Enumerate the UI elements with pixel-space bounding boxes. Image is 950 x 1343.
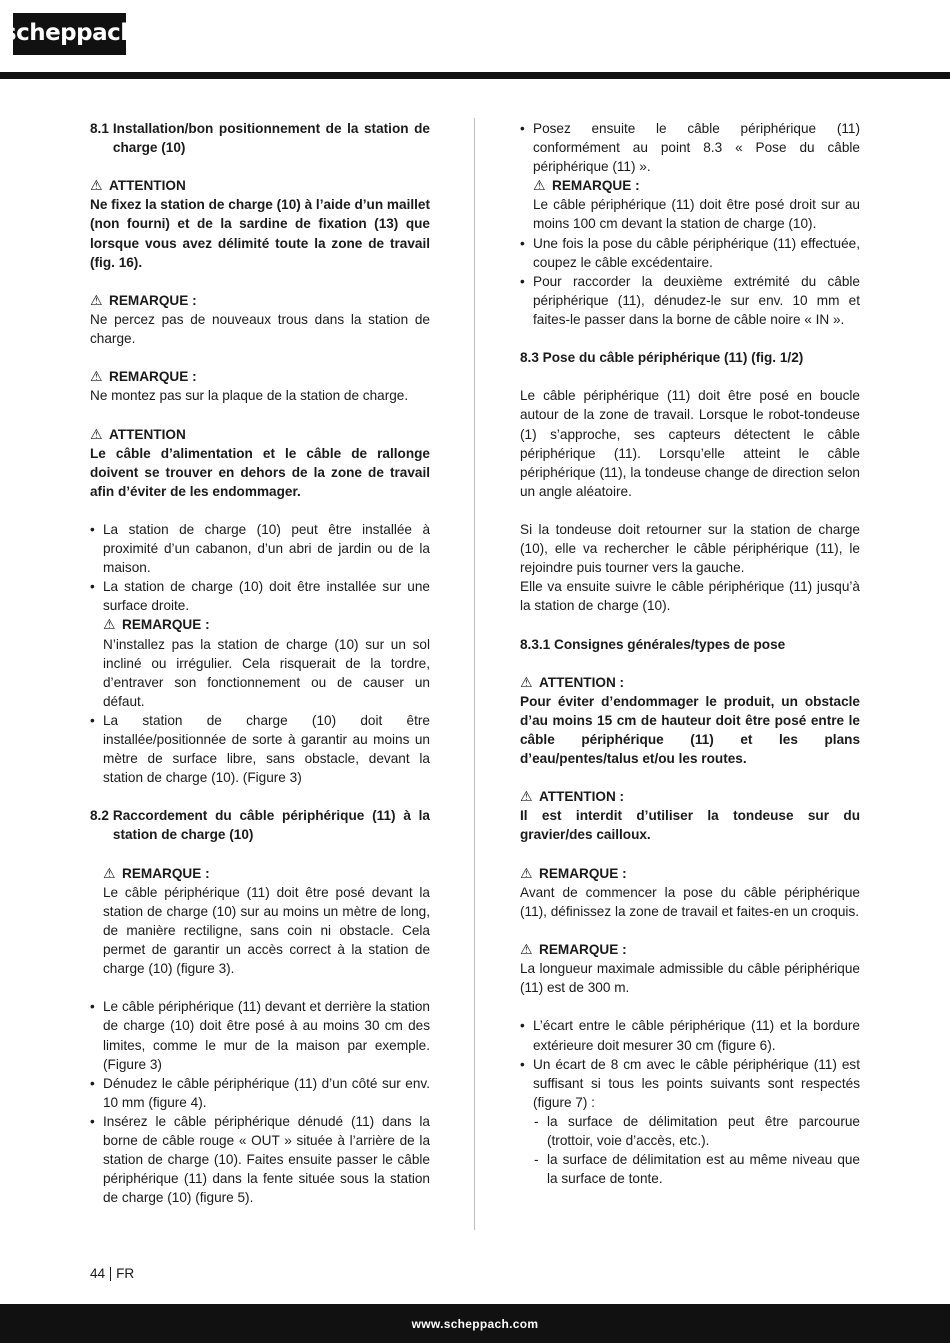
note-label: REMARQUE : [122,865,210,881]
list-item-text: • Un écart de 8 cm avec le câble périphérique (11) est suffisant si tous les points suivants sont respectés (figure 7) : [533,1056,860,1110]
note-block [90,864,430,979]
warning-icon: ⚠ [90,425,103,442]
list-item-text: • Posez ensuite le câble périphérique (11) conformément au point 8.3 « Pose du câble périphérique (11) ». [533,121,860,175]
column-divider [474,118,475,1230]
warning-icon: ⚠ [90,368,103,385]
list-item: • La station de charge (10) peut être installée à proximité d’un cabanon, d’un abri de jardin ou de la maison. [90,520,430,577]
attention-text: Pour éviter d’endommager le produit, un obstacle d’au moins 15 cm de hauteur doit être posé entre le câble périphérique (11) et les plans d’eau/pentes/talus et/ou les routes. [520,693,860,767]
note-label: REMARQUE : [539,865,627,881]
warning-icon: ⚠ [90,291,103,308]
attention-heading [520,673,860,692]
paragraph: Elle va ensuite suivre le câble périphérique (11) jusqu’à la station de charge (10). [520,579,860,614]
note-text: N’installez pas la station de charge (10) sur un sol incliné ou irrégulier. Cela risquerait de la tordre, d’entraver son fonctionnement ou de causer un défaut. [103,636,430,709]
note-label: REMARQUE : [552,178,640,194]
bullet-list [520,119,860,329]
note-text: Le câble périphérique (11) doit être posé droit sur au moins 100 cm devant la station de charge (10). [533,197,860,232]
note-text: Ne percez pas de nouveaux trous dans la station de charge. [90,311,430,347]
note-text: Ne montez pas sur la plaque de la station de charge. [90,388,409,404]
attention-heading [90,176,430,195]
bullet-list [90,520,430,787]
list-item: • Dénudez le câble périphérique (11) d’un côté sur env. 10 mm (figure 4). [90,1074,430,1112]
warning-icon: ⚠ [520,941,533,958]
section-title: Raccordement du câble périphérique (11) à la station de charge (10) [112,808,430,843]
list-item: • Insérez le câble périphérique dénudé (11) dans la borne de câble rouge « OUT » située à l’arrière de la station de charge (10). Faites ensuite passer le câble périphérique (11) dans la fente située sous la station de charge (10) (figure 5). [90,1112,430,1207]
list-item: • Une fois la pose du câble périphérique (11) effectuée, coupez le câble excédentaire. [520,234,860,272]
note-heading [90,367,430,386]
dash-item: - la surface de délimitation est au même niveau que la surface de tonte. [533,1150,860,1188]
logo-text: scheppach [2,20,137,47]
bullet-list [90,997,430,1207]
section-number: 8.2 [90,808,109,824]
note-heading [90,291,430,310]
list-item: • L’écart entre le câble périphérique (11) et la bordure extérieure doit mesurer 30 cm (figure 6). [520,1016,860,1054]
warning-icon: ⚠ [103,864,116,881]
attention-label: ATTENTION : [539,789,625,805]
attention-label: ATTENTION [109,178,186,194]
attention-text: Le câble d’alimentation et le câble de rallonge doivent se trouver en dehors de la zone de travail afin d’éviter de les endommager. [90,445,430,499]
list-item: • Le câble périphérique (11) devant et derrière la station de charge (10) doit être posé à au moins 30 cm des limites, comme le mur de la maison par exemple. (Figure 3) [90,997,430,1073]
note-label: REMARQUE : [539,942,627,958]
page-number [90,1264,134,1283]
warning-icon: ⚠ [520,788,533,805]
list-item: • La station de charge (10) doit être installée/positionnée de sorte à garantir au moins un mètre de surface libre, sans obstacle, devant la station de charge (10). (Figure 3) [90,711,430,787]
header-rule [0,72,950,79]
attention-heading [90,425,430,444]
attention-text: Il est interdit d’utiliser la tondeuse sur du gravier/des cailloux. [520,808,860,843]
attention-heading [520,787,860,806]
list-item: • Pour raccorder la deuxième extrémité du câble périphérique (11), dénudez-le sur env. 10 mm et faites-le passer dans la borne de câble noire « IN ». [520,272,860,329]
section-8-3-heading: 8.3 Pose du câble périphérique (11) (fig. 1/2) [520,350,804,366]
warning-icon: ⚠ [533,177,546,194]
section-number: 8.1 [90,121,109,136]
note-label: REMARQUE : [109,292,197,308]
section-8-1-heading [90,119,430,157]
brand-logo [2,13,137,55]
note-heading [103,615,430,634]
note-text: Le câble périphérique (11) doit être posé devant la station de charge (10) sur au moins un mètre de long, de manière rectiligne, sans coin ni obstacle. Cela permet de garantir un accès correct à la station de charge (10) (figure 3). [103,884,430,977]
section-title: Installation/bon positionnement de la station de charge (10) [112,121,430,156]
list-item-text: • La station de charge (10) doit être installée sur une surface droite. [103,579,430,614]
page-number-value: 44 [90,1266,106,1281]
list-item [520,119,860,234]
note-label: REMARQUE : [109,369,197,385]
note-heading [520,940,860,959]
warning-icon: ⚠ [520,673,533,690]
note-label: REMARQUE : [122,617,210,633]
note-heading [520,864,860,883]
footer-url[interactable]: www.scheppach.com [411,1317,539,1331]
dash-list [533,1112,860,1188]
bullet-list [520,1016,860,1188]
section-8-3-1-heading: 8.3.1 Consignes générales/types de pose [520,636,786,652]
attention-text: Ne fixez la station de charge (10) à l’aide d’un maillet (non fourni) et de la sardine de fixation (13) que lorsque vous avez délimité toute la zone de travail (fig. 16). [90,197,430,270]
language-code: FR [116,1266,135,1281]
warning-icon: ⚠ [103,616,116,633]
note-text: La longueur maximale admissible du câble périphérique (11) est de 300 m. [520,961,860,996]
left-column [90,119,430,1207]
footer-bar [0,1304,950,1343]
paragraph: Si la tondeuse doit retourner sur la station de charge (10), elle va rechercher le câble périphérique (11), le rejoindre puis tourner vers la gauche. [520,521,860,576]
note-heading [103,864,430,883]
note-text: Avant de commencer la pose du câble périphérique (11), définissez la zone de travail et faites-en un croquis. [520,884,860,919]
attention-label: ATTENTION : [539,674,625,690]
separator [110,1267,111,1281]
list-item [520,1055,860,1189]
list-item [90,577,430,711]
warning-icon: ⚠ [90,177,103,194]
warning-icon: ⚠ [520,864,533,881]
dash-item: - la surface de délimitation peut être parcourue (trottoir, voie d’accès, etc.). [533,1112,860,1150]
paragraph: Le câble périphérique (11) doit être posé en boucle autour de la zone de travail. Lorsque le robot-tondeuse (1) s’approche, ses capteurs détectent le câble périphérique (11). Lorsqu’elle atteint le câble périphérique (11), la tondeuse change de direction selon un angle aléatoire. [520,388,860,499]
note-heading [533,176,860,195]
section-8-2-heading [90,806,430,844]
attention-label: ATTENTION [109,426,186,442]
right-column [520,119,860,1188]
